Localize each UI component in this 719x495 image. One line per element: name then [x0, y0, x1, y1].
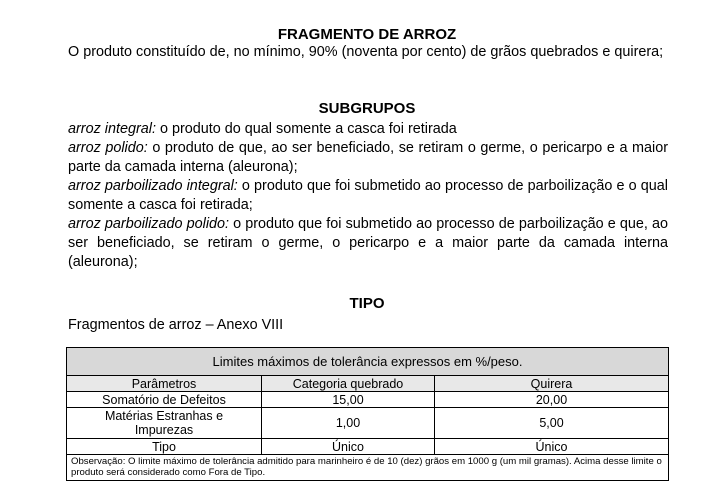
table-cell: Tipo: [67, 439, 262, 455]
table-cell: Único: [262, 439, 435, 455]
tolerance-table: [66, 347, 669, 481]
subgrupo-text: o produto de que, ao ser beneficiado, se retiram o germe, o pericarpo e a maior parte da camada interna (aleurona);: [68, 140, 668, 175]
table-header-row: [67, 376, 669, 392]
subgrupo-item: [68, 139, 668, 177]
subgrupos-list: [68, 120, 668, 272]
subgrupo-text: o produto que foi submetido ao processo de parboilização e que, ao ser beneficiado, se retiram o germe, o pericarpo e a maior parte da camada interna (aleurona);: [68, 216, 668, 270]
table-cell: 1,00: [262, 408, 435, 439]
table-cell: 15,00: [262, 392, 435, 408]
table-cell: 20,00: [435, 392, 669, 408]
subgrupo-item: [68, 215, 668, 272]
table-note: Observação: O limite máximo de tolerância admitido para marinheiro é de 10 (dez) grãos em 1000 g (um mil gramas). Acima desse limite o produto será considerado como Fora de Tipo.: [67, 455, 669, 481]
subgrupo-item: [68, 177, 668, 215]
table-cell: Matérias Estranhas e Impurezas: [67, 408, 262, 439]
subgrupo-term: arroz polido:: [68, 140, 148, 156]
heading-tipo: TIPO: [349, 295, 385, 312]
table-title-row: [67, 348, 669, 376]
heading-fragmento-de-arroz: FRAGMENTO DE ARROZ: [277, 26, 457, 43]
header-parametros: Parâmetros: [67, 376, 262, 392]
table-caption: Fragmentos de arroz – Anexo VIII: [68, 317, 284, 333]
subgrupo-term: arroz parboilizado integral:: [68, 178, 238, 194]
subgrupo-term: arroz integral:: [68, 121, 156, 137]
table-row: [67, 439, 669, 455]
table-note-row: [67, 455, 669, 481]
table-row: [67, 408, 669, 439]
subgrupo-text: o produto que foi submetido ao processo de parboilização e o qual somente a casca foi retirada;: [68, 178, 668, 213]
subgrupo-term: arroz parboilizado polido:: [68, 216, 230, 232]
header-quirera: Quirera: [435, 376, 669, 392]
table-row: [67, 392, 669, 408]
heading-subgrupos: SUBGRUPOS: [318, 100, 416, 117]
fragmento-definition: [68, 43, 668, 62]
table-cell: Único: [435, 439, 669, 455]
table-cell: Somatório de Defeitos: [67, 392, 262, 408]
table-title: Limites máximos de tolerância expressos em %/peso.: [67, 348, 669, 376]
subgrupo-item: [68, 120, 668, 139]
header-categoria-quebrado: Categoria quebrado: [262, 376, 435, 392]
fragmento-definition-text: O produto constituído de, no mínimo, 90% (noventa por cento) de grãos quebrados e quirera;: [68, 44, 664, 60]
table-cell: 5,00: [435, 408, 669, 439]
subgrupo-text: o produto do qual somente a casca foi retirada: [155, 121, 457, 137]
